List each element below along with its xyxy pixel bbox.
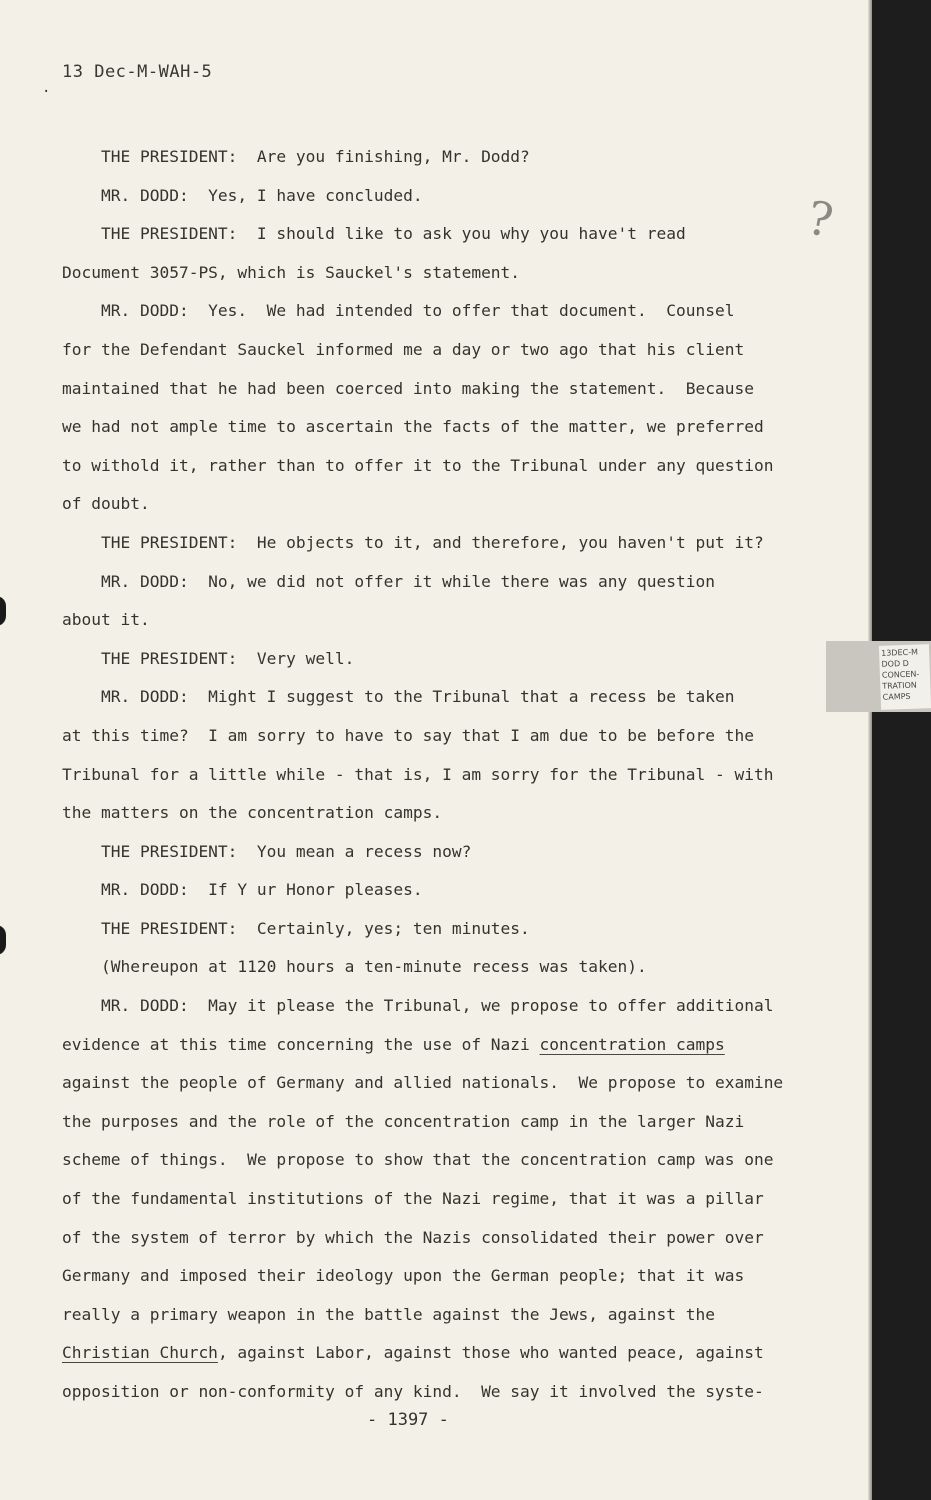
margin-dot: .	[42, 80, 51, 96]
line-text: really a primary weapon in the battle against the Jews, against the	[62, 1304, 715, 1324]
line-text: MR. DODD: If Y ur Honor pleases.	[62, 880, 423, 900]
line-text: at this time? I am sorry to have to say that I am due to be before the	[62, 725, 754, 745]
line-text: Germany and imposed their ideology upon the German people; that it was	[62, 1266, 745, 1286]
transcript-line	[62, 987, 792, 1026]
line-text: maintained that he had been coerced into making the statement. Because	[62, 378, 754, 398]
index-tab-label: 13DEC-M DOD D CONCEN- TRATION CAMPS	[879, 644, 931, 710]
line-text: Document 3057-PS, which is Sauckel's statement.	[62, 262, 521, 282]
transcript-line	[62, 601, 792, 640]
transcript-line	[62, 678, 792, 717]
line-text: MR. DODD: Yes, I have concluded.	[62, 185, 423, 205]
page-header: 13 Dec-M-WAH-5	[62, 62, 213, 82]
transcript-line	[62, 408, 792, 447]
transcript-line	[62, 1219, 792, 1258]
transcript-body	[62, 138, 792, 1412]
transcript-line	[62, 563, 792, 602]
margin-question-mark: ?	[803, 190, 838, 248]
line-text: THE PRESIDENT: You mean a recess now?	[62, 841, 472, 861]
line-text: THE PRESIDENT: Are you finishing, Mr. Dodd?	[62, 147, 530, 166]
line-text: against the people of Germany and allied nationals. We propose to examine	[62, 1073, 784, 1093]
transcript-line	[62, 1334, 792, 1373]
line-text: to withold it, rather than to offer it to the Tribunal under any question	[62, 455, 774, 475]
line-text: the matters on the concentration camps.	[62, 803, 443, 823]
line-text: evidence at this time concerning the use of Nazi	[62, 1034, 540, 1054]
line-text: THE PRESIDENT: He objects to it, and therefore, you haven't put it?	[62, 532, 764, 552]
line-text: scheme of things. We propose to show that the concentration camp was one	[62, 1150, 774, 1170]
line-text: THE PRESIDENT: I should like to ask you why you have't read	[62, 224, 686, 244]
line-text-continued: , against Labor, against those who wanted peace, against	[217, 1343, 764, 1363]
transcript-line	[62, 254, 792, 293]
transcript-line	[62, 794, 792, 833]
transcript-line	[62, 524, 792, 563]
line-text: MR. DODD: Yes. We had intended to offer that document. Counsel	[62, 301, 735, 321]
line-text: we had not ample time to ascertain the facts of the matter, we preferred	[62, 417, 764, 437]
transcript-line	[62, 292, 792, 331]
transcript-line	[62, 138, 792, 177]
transcript-line	[62, 1296, 792, 1335]
transcript-line	[62, 717, 792, 756]
transcript-line	[62, 640, 792, 679]
binder-background	[872, 0, 931, 1500]
transcript-line	[62, 833, 792, 872]
transcript-line	[62, 1141, 792, 1180]
line-text: of the fundamental institutions of the Nazi regime, that it was a pillar	[62, 1189, 764, 1209]
transcript-line	[62, 948, 792, 987]
transcript-line	[62, 1064, 792, 1103]
transcript-line	[62, 447, 792, 486]
transcript-line	[62, 1257, 792, 1296]
transcript-line	[62, 1103, 792, 1142]
line-text: of doubt.	[62, 494, 150, 514]
transcript-line	[62, 370, 792, 409]
page-number: - 1397 -	[367, 1410, 449, 1430]
line-text: of the system of terror by which the Nazis consolidated their power over	[62, 1227, 764, 1247]
line-text: for the Defendant Sauckel informed me a day or two ago that his client	[62, 339, 745, 359]
line-text: THE PRESIDENT: Very well.	[62, 648, 355, 668]
line-text: MR. DODD: May it please the Tribunal, we propose to offer additional	[62, 996, 774, 1016]
line-text: MR. DODD: No, we did not offer it while there was any question	[62, 571, 715, 591]
punch-hole	[0, 925, 6, 955]
transcript-line	[62, 1373, 792, 1412]
transcript-line	[62, 177, 792, 216]
transcript-line	[62, 1026, 792, 1065]
transcript-line	[62, 215, 792, 254]
line-text: Tribunal for a little while - that is, I am sorry for the Tribunal - with	[62, 764, 774, 784]
transcript-line	[62, 910, 792, 949]
line-text: about it.	[62, 610, 150, 630]
transcript-line	[62, 756, 792, 795]
transcript-line	[62, 331, 792, 370]
transcript-line	[62, 871, 792, 910]
transcript-line	[62, 1180, 792, 1219]
underlined-phrase: concentration camps	[539, 1034, 725, 1054]
line-text: opposition or non-conformity of any kind. We say it involved the syste-	[62, 1382, 764, 1401]
line-text: THE PRESIDENT: Certainly, yes; ten minutes.	[62, 918, 530, 938]
line-text: the purposes and the role of the concentration camp in the larger Nazi	[62, 1111, 745, 1131]
punch-hole	[0, 596, 6, 626]
transcript-line	[62, 485, 792, 524]
line-text: MR. DODD: Might I suggest to the Tribunal that a recess be taken	[62, 687, 735, 707]
line-text: (Whereupon at 1120 hours a ten-minute recess was taken).	[62, 957, 647, 977]
underlined-phrase: Christian Church	[62, 1343, 218, 1363]
